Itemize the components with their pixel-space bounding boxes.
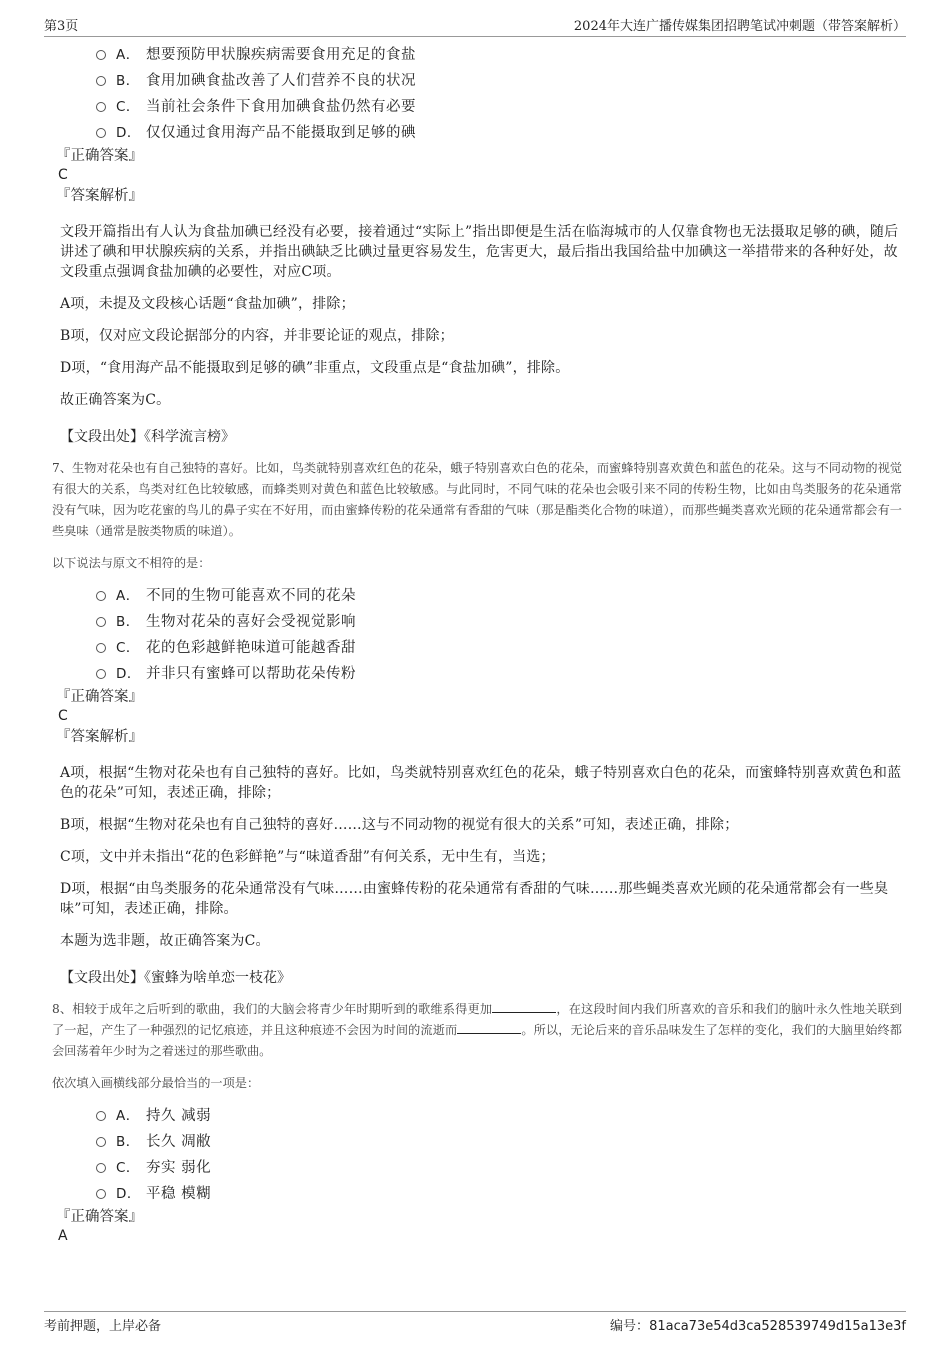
q7-answer: C [58, 708, 68, 724]
q7-analysis-label: 『答案解析』 [56, 729, 143, 745]
document-code: 编号：81aca73e54d3ca528539749d15a13e3f [610, 1319, 906, 1334]
radio-icon[interactable] [96, 1163, 106, 1173]
q8-option-d[interactable]: D． 平稳 模糊 [96, 1179, 902, 1205]
radio-icon[interactable] [96, 591, 106, 601]
radio-icon[interactable] [96, 669, 106, 679]
q7-analysis-0: A项，根据“生物对花朵也有自己独特的喜好。比如，鸟类就特别喜欢红色的花朵，蛾子特别喜欢白色的花朵，而蜜蜂特别喜欢黄色和蓝色的花朵”可知，表述正确，排除； [60, 765, 902, 801]
q8-option-a[interactable]: A． 持久 减弱 [96, 1101, 902, 1127]
q7-analysis-4: 本题为选非题，故正确答案为C。 [60, 933, 270, 949]
q8-answer-label: 『正确答案』 [56, 1209, 143, 1225]
footer-slogan: 考前押题，上岸必备 [44, 1319, 162, 1334]
q7-option-a[interactable]: A． 不同的生物可能喜欢不同的花朵 [96, 581, 902, 607]
page-number: 第3页 [44, 19, 79, 34]
radio-icon[interactable] [96, 1111, 106, 1121]
q7-option-b[interactable]: B． 生物对花朵的喜好会受视觉影响 [96, 607, 902, 633]
q7-answer-label: 『正确答案』 [56, 689, 143, 705]
radio-icon[interactable] [96, 102, 106, 112]
page-footer [44, 1311, 906, 1334]
q6-option-c[interactable]: C． 当前社会条件下食用加碘食盐仍然有必要 [96, 92, 902, 118]
q7-option-c[interactable]: C． 花的色彩越鲜艳味道可能越香甜 [96, 633, 902, 659]
page-content [52, 40, 902, 1245]
q6-source: 【文段出处】《科学流言榜》 [60, 429, 235, 445]
q7-analysis-3: D项，根据“由鸟类服务的花朵通常没有气味……由蜜蜂传粉的花朵通常有香甜的气味……那些蝇类喜欢光顾的花朵通常都会有一些臭味”可知，表述正确，排除。 [60, 881, 889, 917]
fill-blank-2 [457, 1021, 521, 1034]
q8-option-c[interactable]: C． 夯实 弱化 [96, 1153, 902, 1179]
q8-text: 8、相较于成年之后听到的歌曲，我们的大脑会将青少年时期听到的歌维系得更加 ，在这段时间内我们所喜欢的音乐和我们的脑叶永久性地关联到了一起，产生了一种强烈的记忆痕迹，并且这种痕迹不会因为时间的流逝而 。所以，无论后来的音乐品味发生了怎样的变化，我们的大脑里始终都会回荡着年少时为之着迷过的那些歌曲。 [52, 1002, 902, 1058]
q6-analysis-label: 『答案解析』 [56, 188, 143, 204]
radio-icon[interactable] [96, 1137, 106, 1147]
q7-options [96, 581, 902, 685]
fill-blank-1 [492, 1000, 556, 1013]
q6-analysis-1: A项，未提及文段核心话题“食盐加碘”，排除； [60, 296, 355, 312]
q6-options [96, 40, 902, 144]
q7-analysis-2: C项，文中并未指出“花的色彩鲜艳”与“味道香甜”有何关系，无中生有，当选； [60, 849, 555, 865]
q6-analysis-3: D项，“食用海产品不能摄取到足够的碘”非重点，文段重点是“食盐加碘”，排除。 [60, 360, 570, 376]
q8-options [96, 1101, 902, 1205]
q6-option-b[interactable]: B． 食用加碘食盐改善了人们营养不良的状况 [96, 66, 902, 92]
q6-answer: C [58, 167, 68, 183]
q7-prompt: 以下说法与原文不相符的是： [52, 556, 211, 570]
q6-analysis-0: 文段开篇指出有人认为食盐加碘已经没有必要，接着通过“实际上”指出即便是生活在临海城市的人仅靠食物也无法摄取足够的碘，随后讲述了碘和甲状腺疾病的关系，并指出碘缺乏比碘过量更容易发生，危害更大，最后指出我国给盐中加碘这一举措带来的各种好处，故文段重点强调食盐加碘的必要性，对应C项。 [60, 224, 899, 280]
q7-text: 7、生物对花朵也有自己独特的喜好。比如，鸟类就特别喜欢红色的花朵，蛾子特别喜欢白色的花朵，而蜜蜂特别喜欢黄色和蓝色的花朵。这与不同动物的视觉有很大的关系，鸟类对红色比较敏感，而蜂类则对黄色和蓝色比较敏感。与此同时，不同气味的花朵也会吸引来不同的传粉生物，比如由鸟类服务的花朵通常没有气味，因为吃花蜜的鸟儿的鼻子实在不好用，而由蜜蜂传粉的花朵通常有香甜的气味（那是酯类化合物的味道），而那些蝇类喜欢光顾的花朵通常都会有一些臭味（通常是胺类物质的味道）。 [52, 461, 902, 538]
q6-analysis-2: B项，仅对应文段论据部分的内容，并非要论证的观点，排除； [60, 328, 454, 344]
q7-analysis-1: B项，根据“生物对花朵也有自己独特的喜好……这与不同动物的视觉有很大的关系”可知，表述正确，排除； [60, 817, 739, 833]
q7-source: 【文段出处】《蜜蜂为啥单恋一枝花》 [60, 970, 291, 986]
radio-icon[interactable] [96, 617, 106, 627]
q8-prompt: 依次填入画横线部分最恰当的一项是： [52, 1076, 260, 1090]
radio-icon[interactable] [96, 1189, 106, 1199]
q8-answer: A [58, 1228, 68, 1244]
q8-option-b[interactable]: B． 长久 凋敝 [96, 1127, 902, 1153]
document-title: 2024年大连广播传媒集团招聘笔试冲刺题（带答案解析） [573, 19, 906, 34]
q6-answer-label: 『正确答案』 [56, 148, 143, 164]
q6-option-d[interactable]: D． 仅仅通过食用海产品不能摄取到足够的碘 [96, 118, 902, 144]
radio-icon[interactable] [96, 50, 106, 60]
q7-option-d[interactable]: D． 并非只有蜜蜂可以帮助花朵传粉 [96, 659, 902, 685]
radio-icon[interactable] [96, 128, 106, 138]
radio-icon[interactable] [96, 76, 106, 86]
q6-analysis-4: 故正确答案为C。 [60, 392, 171, 408]
page-header [44, 14, 906, 37]
q6-option-a[interactable]: A． 想要预防甲状腺疾病需要食用充足的食盐 [96, 40, 902, 66]
radio-icon[interactable] [96, 643, 106, 653]
